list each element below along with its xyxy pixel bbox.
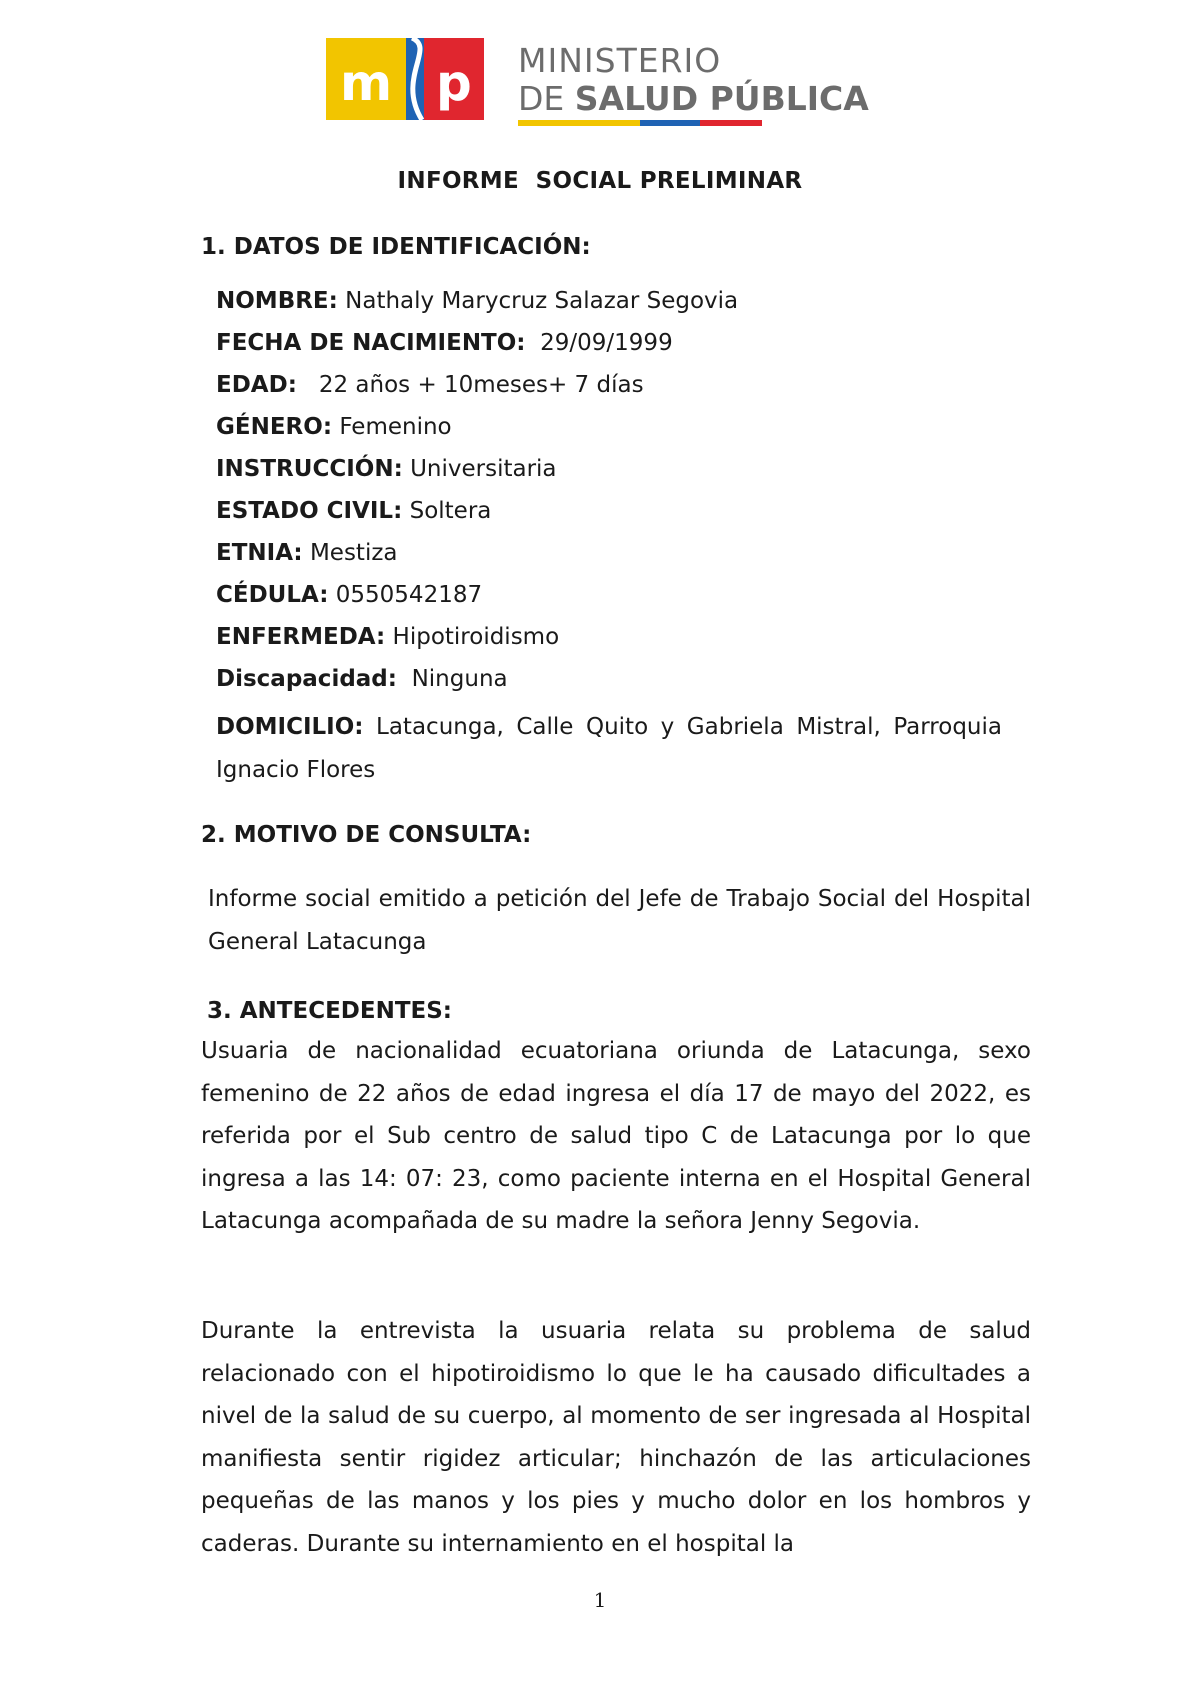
- field-fecha-nacimiento: FECHA DE NACIMIENTO: 29/09/1999: [216, 330, 673, 356]
- field-cedula: CÉDULA: 0550542187: [216, 582, 483, 608]
- field-edad: EDAD: 22 años + 10meses+ 7 días: [216, 372, 644, 398]
- svg-text:p: p: [436, 54, 472, 112]
- field-etnia: ETNIA: Mestiza: [216, 540, 398, 566]
- field-domicilio: DOMICILIO: Latacunga, Calle Quito y Gabriela Mistral, Parroquia Ignacio Flores: [216, 714, 1002, 783]
- svg-text:DE SALUD PÚBLICA: DE SALUD PÚBLICA: [518, 79, 869, 118]
- document-title: INFORME SOCIAL PRELIMINAR: [397, 168, 803, 194]
- section3-paragraph-2: Durante la entrevista la usuaria relata su problema de salud relacionado con el hipotiroidismo lo que le ha causado dificultades a nivel de la salud de su cuerpo, al momento de ser ingresada al Hospital manifiesta sentir rigidez articular; hinchazón de las articulaciones pequeñas de las manos y los pies y mucho dolor en los hombros y caderas. Durante su internamiento en el hospital la: [201, 1318, 1031, 1557]
- msp-logo: [326, 28, 886, 128]
- section3-paragraph-1: Usuaria de nacionalidad ecuatoriana oriunda de Latacunga, sexo femenino de 22 años de edad ingresa el día 17 de mayo del 2022, es referida por el Sub centro de salud tipo C de Latacunga por lo que ingresa a las 14: 07: 23, como paciente interna en el Hospital General Latacunga acompañada de su madre la señora Jenny Segovia.: [201, 1038, 1031, 1234]
- section1-heading: 1. DATOS DE IDENTIFICACIÓN:: [201, 234, 591, 260]
- logo-flag-red: [700, 120, 762, 126]
- field-discapacidad: Discapacidad: Ninguna: [216, 666, 508, 692]
- section2-heading: 2. MOTIVO DE CONSULTA:: [201, 822, 532, 848]
- field-estado-civil: ESTADO CIVIL: Soltera: [216, 498, 492, 524]
- field-instruccion: INSTRUCCIÓN: Universitaria: [216, 456, 557, 482]
- logo-msp-text: m: [340, 54, 393, 112]
- field-nombre: NOMBRE: Nathaly Marycruz Salazar Segovia: [216, 288, 739, 314]
- logo-flag-yellow: [518, 120, 640, 126]
- logo-line1: MINISTERIO: [518, 41, 722, 80]
- field-genero: GÉNERO: Femenino: [216, 414, 452, 440]
- section2-text: Informe social emitido a petición del Jefe de Trabajo Social del Hospital General Latacunga: [208, 886, 1031, 955]
- section3-heading: 3. ANTECEDENTES:: [207, 998, 453, 1024]
- field-enfermedad: ENFERMEDA: Hipotiroidismo: [216, 624, 560, 650]
- page-number: 1: [593, 1588, 607, 1612]
- logo-flag-blue: [640, 120, 700, 126]
